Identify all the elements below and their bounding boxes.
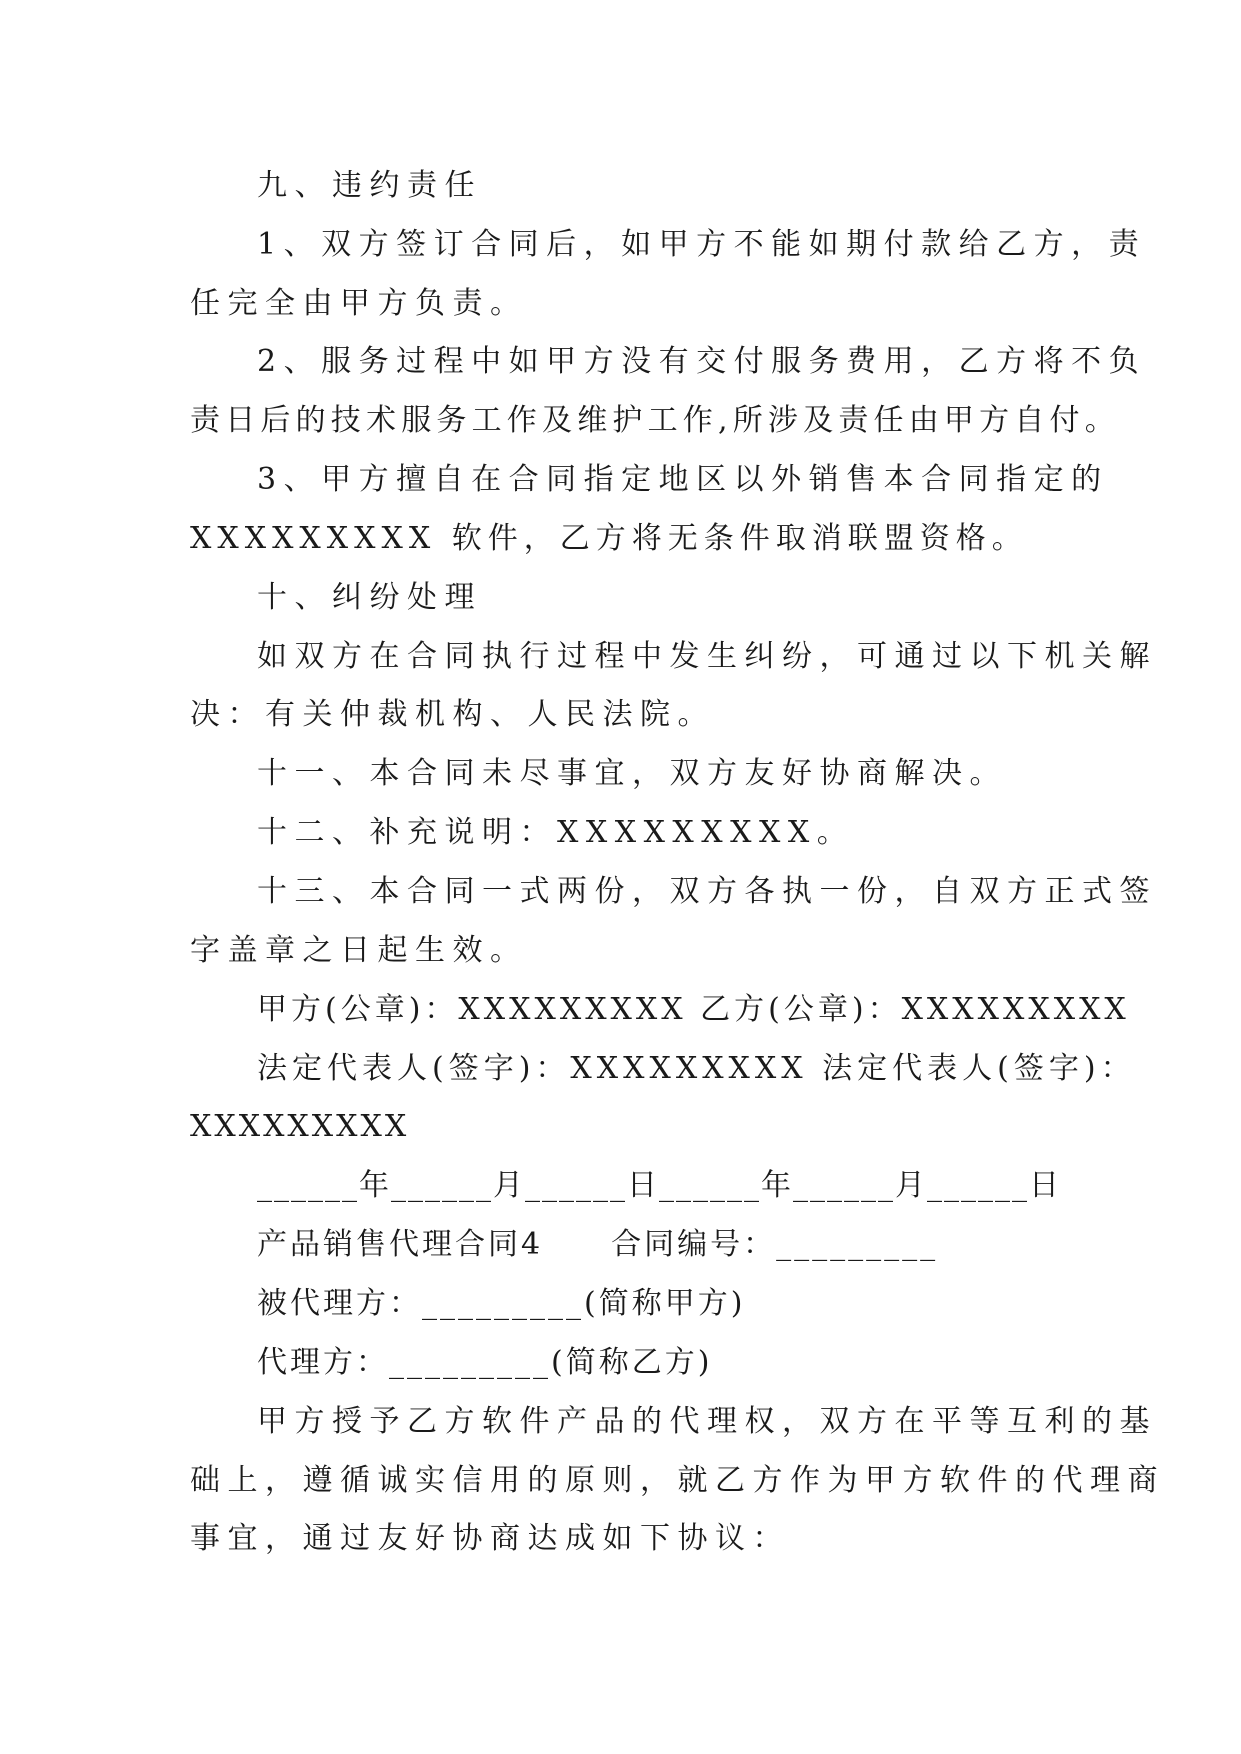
principal-party-line: 被代理方：_________(简称甲方) xyxy=(257,1286,746,1321)
paragraph-line: 础上，遵循诚实信用的原则，就乙方作为甲方软件的代理商 xyxy=(190,1463,1165,1498)
section-heading-dispute: 十、纠纷处理 xyxy=(257,580,482,615)
signature-rep-line: 法定代表人(签字)：XXXXXXXXX 法定代表人(签字)： xyxy=(257,1051,1136,1086)
date-line: ______年______月______日______年______月______日 xyxy=(257,1168,1061,1203)
paragraph-line: 决：有关仲裁机构、人民法院。 xyxy=(190,697,715,732)
paragraph-line: 事宜，通过友好协商达成如下协议： xyxy=(190,1521,790,1556)
paragraph-line: 字盖章之日起生效。 xyxy=(190,933,528,968)
signature-rep-value: XXXXXXXXX xyxy=(190,1109,410,1144)
contract-number: 合同编号：_________ xyxy=(611,1227,939,1262)
contract-header-line xyxy=(257,1225,938,1265)
paragraph-line: 十一、本合同未尽事宜，双方友好协商解决。 xyxy=(257,756,1007,791)
paragraph-line: 3、甲方擅自在合同指定地区以外销售本合同指定的 xyxy=(257,462,1109,497)
paragraph-line: 十三、本合同一式两份，双方各执一份，自双方正式签 xyxy=(257,874,1157,909)
paragraph-line: 甲方授予乙方软件产品的代理权，双方在平等互利的基 xyxy=(257,1404,1157,1439)
section-heading-breach: 九、违约责任 xyxy=(257,168,482,203)
paragraph-line: 十二、补充说明：XXXXXXXXX。 xyxy=(257,815,855,850)
paragraph-line: 2、服务过程中如甲方没有交付服务费用，乙方将不负 xyxy=(257,344,1147,379)
signature-seal-line: 甲方(公章)：XXXXXXXXX 乙方(公章)：XXXXXXXXX xyxy=(257,992,1130,1027)
paragraph-line: 1、双方签订合同后，如甲方不能如期付款给乙方，责 xyxy=(257,227,1147,262)
paragraph-line: 责日后的技术服务工作及维护工作,所涉及责任由甲方自付。 xyxy=(190,403,1120,438)
paragraph-line: XXXXXXXXX 软件，乙方将无条件取消联盟资格。 xyxy=(190,521,1028,556)
agent-party-line: 代理方：_________(简称乙方) xyxy=(257,1345,713,1380)
contract-title: 产品销售代理合同4 xyxy=(257,1227,544,1262)
paragraph-line: 任完全由甲方负责。 xyxy=(190,286,528,321)
paragraph-line: 如双方在合同执行过程中发生纠纷，可通过以下机关解 xyxy=(257,639,1157,674)
